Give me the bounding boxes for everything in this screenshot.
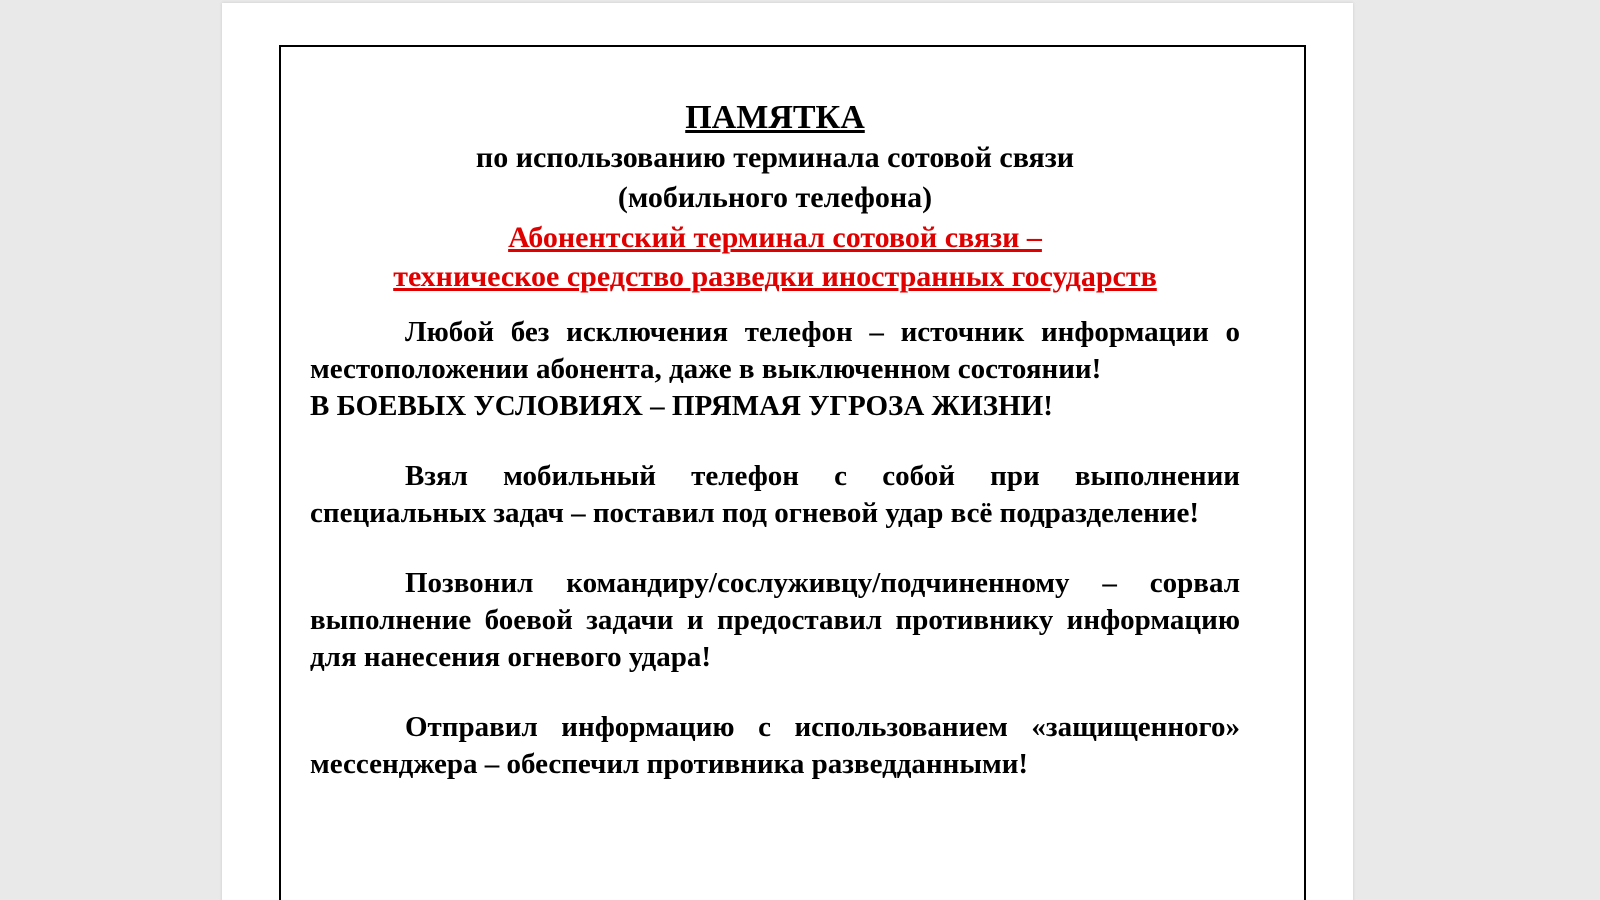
paragraph-1-caps: В БОЕВЫХ УСЛОВИЯХ – ПРЯМАЯ УГРОЗА ЖИЗНИ! — [310, 390, 1053, 422]
warning-line1: Абонентский терминал сотовой связи – — [508, 221, 1042, 254]
paragraph-3: Позвонил командиру/сослуживцу/подчиненному – сорвал выполнение боевой задачи и предоставил противнику информацию для нанесения огневого удара! — [310, 567, 1240, 673]
document-page — [222, 3, 1353, 900]
warning-line2: техническое средство разведки иностранных государств — [393, 260, 1157, 293]
paragraph-2: Взял мобильный телефон с собой при выполнении специальных задач – поставил под огневой удар всё подразделение! — [310, 460, 1240, 529]
document-body — [310, 98, 1240, 783]
document-title: ПАМЯТКА — [685, 99, 865, 136]
document-subtitle-line1: по использованию терминала сотовой связи — [475, 141, 1075, 174]
document-subtitle-line2: (мобильного телефона) — [617, 181, 933, 214]
warning-heading — [310, 218, 1240, 296]
paragraph-1: Любой без исключения телефон – источник информации о местоположении абонента, даже в выключенном состоянии! — [310, 316, 1240, 385]
paragraph-4: Отправил информацию с использованием «защищенного» мессенджера – обеспечил противника разведданными! — [310, 711, 1240, 780]
